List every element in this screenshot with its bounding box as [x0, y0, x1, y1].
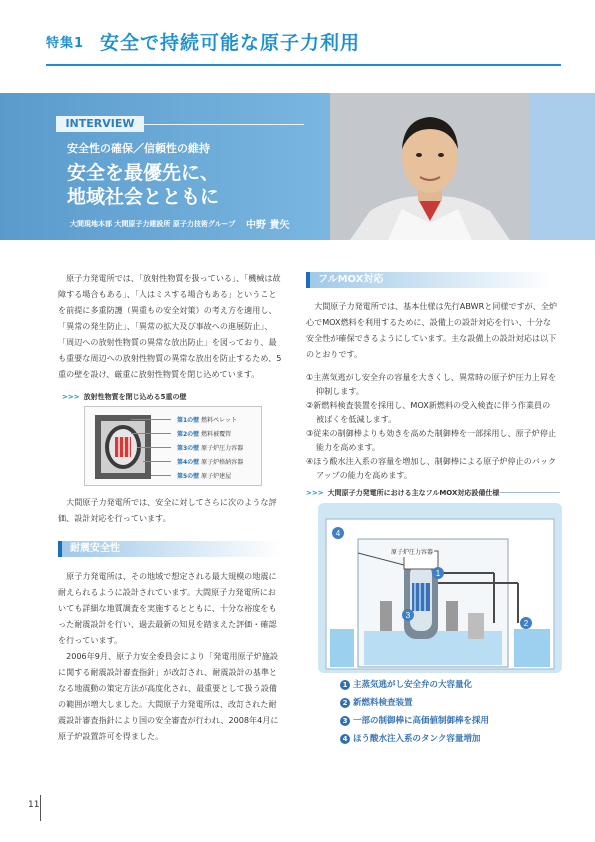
reactor-building-diagram — [318, 503, 562, 673]
feature-header — [0, 28, 595, 68]
barrier-4: 第4の壁 原子炉格納容器 — [177, 459, 244, 466]
banner-stripe — [530, 93, 595, 240]
seismic-paragraph-1: 原子力発電所は、その地域で想定される最大規模の地震に耐えられるように設計されています。大間原子力発電所においても詳細な地質調査を実施するとともに、十分な裕度をもった耐震設計を行い、過去最新の知見を踏まえた評価・確認を行っています。 — [58, 571, 277, 645]
barrier-2: 第2の壁 燃料被覆管 — [177, 431, 232, 438]
banner-title-line2: 地域社会とともに — [67, 186, 220, 208]
intro-paragraph: 原子力発電所では、「放射性物質を扱っている」、「機械は故障する場合もある」、「人はミスする場合もある」ということを前提に多重防護（異重もの安全対策）の考え方を適用し、「異常の発生防止」、「異常の拡大及び事故への進展防止」、「周辺への放射性物質の異常な放出防止」を図っており、最も重要な周辺への放射性物質の異常な放出を防止するため、5重の壁を設け、厳重に放射性物質を閉じ込めています。 — [58, 273, 282, 379]
svg-text:4: 4 — [335, 529, 341, 538]
portrait-illustration — [330, 93, 530, 240]
five-barriers-figure — [84, 406, 262, 486]
section-heading-mox: フルMOX対応 — [306, 272, 554, 288]
layers-figure-caption: >>> 放射性物質を閉じ込める5重の壁 — [62, 393, 187, 401]
interviewee-photo — [330, 93, 530, 240]
seismic-paragraph-2: 2006年9月、原子力安全委員会により「発電用原子炉施設に関する耐震設計審査指針」が改訂され、耐震設計の基準となる地震動の策定方法が高度化され、最重要として扱う設備の範囲が増大しました。大間原子力発電所は、改訂された耐震設計審査指針により国の安全審査が行われ、2008年4月に原子炉設置許可を得ました。 — [58, 651, 279, 741]
legend-item-2: 2 新燃料検査装置 — [340, 696, 413, 708]
chevron-icon: >>> — [62, 393, 80, 401]
after-figure-paragraph: 大間原子力発電所では、安全に対してさらに次のような評価、設計対応を行っています。 — [58, 497, 277, 523]
mox-intro: 大間原子力発電所では、基本仕様は先行ABWRと同様ですが、全炉心でMOX燃料を利用するために、設備上の設計対応を行い、十分な安全性が確保できるようにしています。主な設備上の設計対応は以下のとおりです。 — [306, 301, 558, 359]
legend-item-3: 3 一部の制御棒に高価値制御棒を採用 — [340, 714, 489, 726]
measure-item-4: ④ほう酸水注入系の容量を増加し、制御棒による原子炉停止のバックアップの能力を高めます。 — [306, 456, 557, 480]
legend-item-4: 4 ほう酸水注入系のタンク容量増加 — [340, 732, 480, 744]
mox-figure-caption: >>> 大間原子力発電所における主なフルMOX対応設備仕様 — [306, 489, 500, 497]
measure-item-2: ②新燃料検査装置を採用し、MOX新燃料の受入検査に伴う作業員の被ばくを低減します。 — [306, 400, 551, 424]
mox-measures-list — [306, 370, 558, 482]
svg-text:2: 2 — [523, 619, 529, 628]
interviewee-org: 大間現地本部 大間原子力建設所 原子力技術グループ — [70, 220, 236, 228]
page-number: 11 — [28, 800, 40, 810]
reactor-illustration — [318, 503, 562, 673]
reactor-vessel-label: 原子炉圧力容器 — [390, 549, 433, 556]
page-number-rule — [40, 795, 41, 821]
interviewee-name: 中野 貴矢 — [246, 220, 290, 231]
header-rule — [46, 64, 561, 66]
barrier-1: 第1の壁 燃料ペレット — [177, 417, 238, 424]
feature-title: 安全で持続可能な原子力利用 — [100, 32, 361, 54]
measure-item-3: ③従来の制御棒よりも効きを高めた制御棒を一部採用し、原子炉停止能力を高めます。 — [306, 428, 557, 452]
legend-item-1: 1 主蒸気逃がし安全弁の大容量化 — [340, 678, 472, 690]
seismic-text — [58, 568, 282, 744]
chevron-icon: >>> — [306, 489, 324, 497]
banner-title-line1: 安全を最優先に、 — [67, 162, 220, 184]
barrier-3: 第3の壁 原子炉圧力容器 — [177, 445, 244, 452]
svg-text:1: 1 — [435, 569, 441, 578]
interview-label: INTERVIEW — [56, 116, 144, 132]
banner-subtitle: 安全性の確保／信頼性の維持 — [67, 142, 210, 155]
section-heading-seismic: 耐震安全性 — [58, 541, 282, 557]
feature-tag: 特集1 — [46, 36, 85, 51]
measure-item-1: ①主蒸気逃がし安全弁の容量を大きくし、異常時の原子炉圧力上昇を抑制します。 — [306, 372, 557, 396]
barrier-5: 第5の壁 原子炉建屋 — [177, 473, 232, 480]
svg-text:3: 3 — [405, 611, 411, 620]
interview-rule — [144, 124, 304, 125]
